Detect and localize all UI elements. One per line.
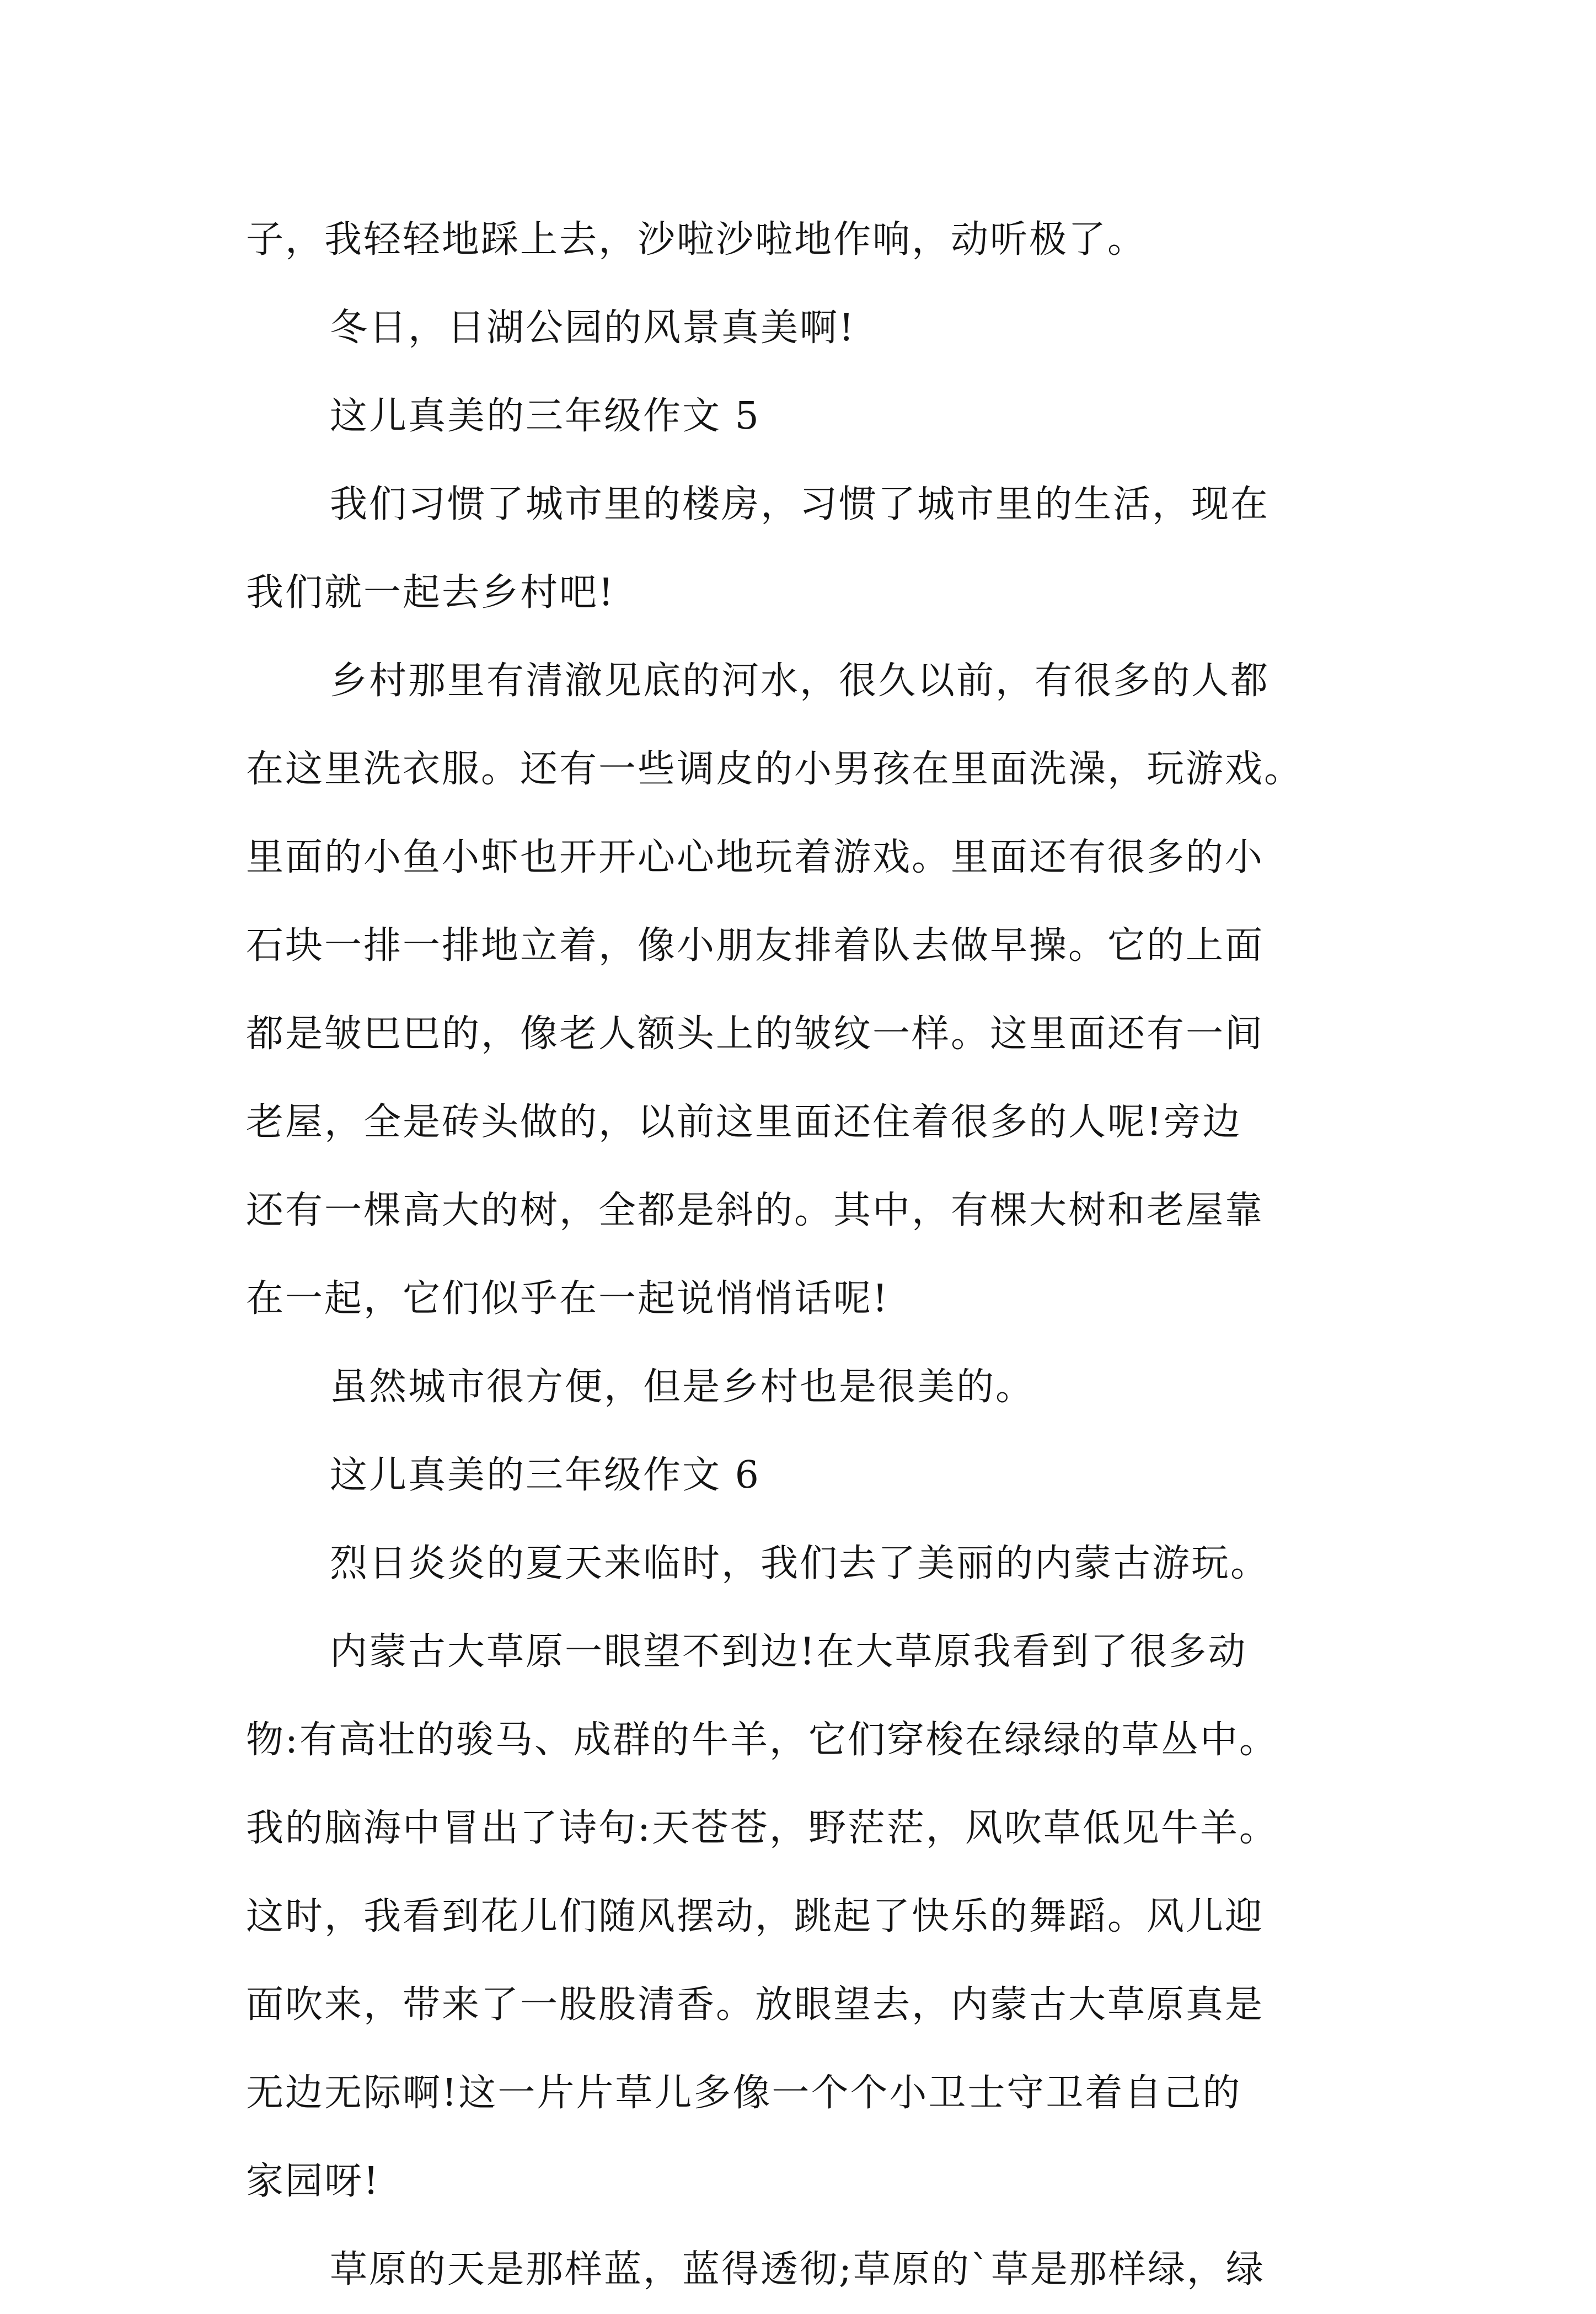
section-heading-6: 这儿真美的三年级作文 6 <box>330 1453 760 1497</box>
essay-text <box>246 196 1371 2314</box>
text-line-12: 还有一棵高大的树，全都是斜的。其中，有棵大树和老屋靠 <box>246 1189 1265 1232</box>
text-line-16: 烈日炎炎的夏天来临时，我们去了美丽的内蒙古游玩。 <box>330 1542 1270 1585</box>
text-line-4: 我们习惯了城市里的楼房，习惯了城市里的生活，现在 <box>330 483 1270 526</box>
text-line-14: 虽然城市很方便，但是乡村也是很美的。 <box>330 1365 1035 1409</box>
text-line-5: 我们就一起去乡村吧! <box>246 571 615 614</box>
text-line-20: 这时，我看到花儿们随风摆动，跳起了快乐的舞蹈。风儿迎 <box>246 1895 1265 1938</box>
text-line-1: 子，我轻轻地踩上去，沙啦沙啦地作响，动听极了。 <box>246 218 1147 261</box>
text-line-19: 我的脑海中冒出了诗句:天苍苍，野茫茫，风吹草低见牛羊。 <box>246 1807 1278 1850</box>
text-line-17: 内蒙古大草原一眼望不到边!在大草原我看到了很多动 <box>330 1630 1247 1674</box>
text-line-2: 冬日，日湖公园的风景真美啊! <box>330 306 856 350</box>
section-heading-5: 这儿真美的三年级作文 5 <box>330 394 760 438</box>
text-line-10: 都是皱巴巴的，像老人额头上的皱纹一样。这里面还有一间 <box>246 1012 1265 1056</box>
text-line-18: 物:有高壮的骏马、成群的牛羊，它们穿梭在绿绿的草丛中。 <box>246 1718 1278 1762</box>
text-line-13: 在一起，它们似乎在一起说悄悄话呢! <box>246 1277 890 1321</box>
text-line-9: 石块一排一排地立着，像小朋友排着队去做早操。它的上面 <box>246 924 1265 968</box>
text-line-8: 里面的小鱼小虾也开开心心地玩着游戏。里面还有很多的小 <box>246 836 1265 879</box>
text-line-24: 草原的天是那样蓝，蓝得透彻;草原的`草是那样绿，绿 <box>330 2248 1265 2291</box>
text-line-6: 乡村那里有清澈见底的河水，很久以前，有很多的人都 <box>330 659 1270 703</box>
text-line-11: 老屋，全是砖头做的，以前这里面还住着很多的人呢!旁边 <box>246 1100 1242 1144</box>
text-line-7: 在这里洗衣服。还有一些调皮的小男孩在里面洗澡，玩游戏。 <box>246 747 1304 791</box>
text-line-22: 无边无际啊!这一片片草儿多像一个个小卫士守卫着自己的 <box>246 2071 1242 2115</box>
text-line-23: 家园呀! <box>246 2160 381 2203</box>
text-line-21: 面吹来，带来了一股股清香。放眼望去，内蒙古大草原真是 <box>246 1983 1265 2027</box>
